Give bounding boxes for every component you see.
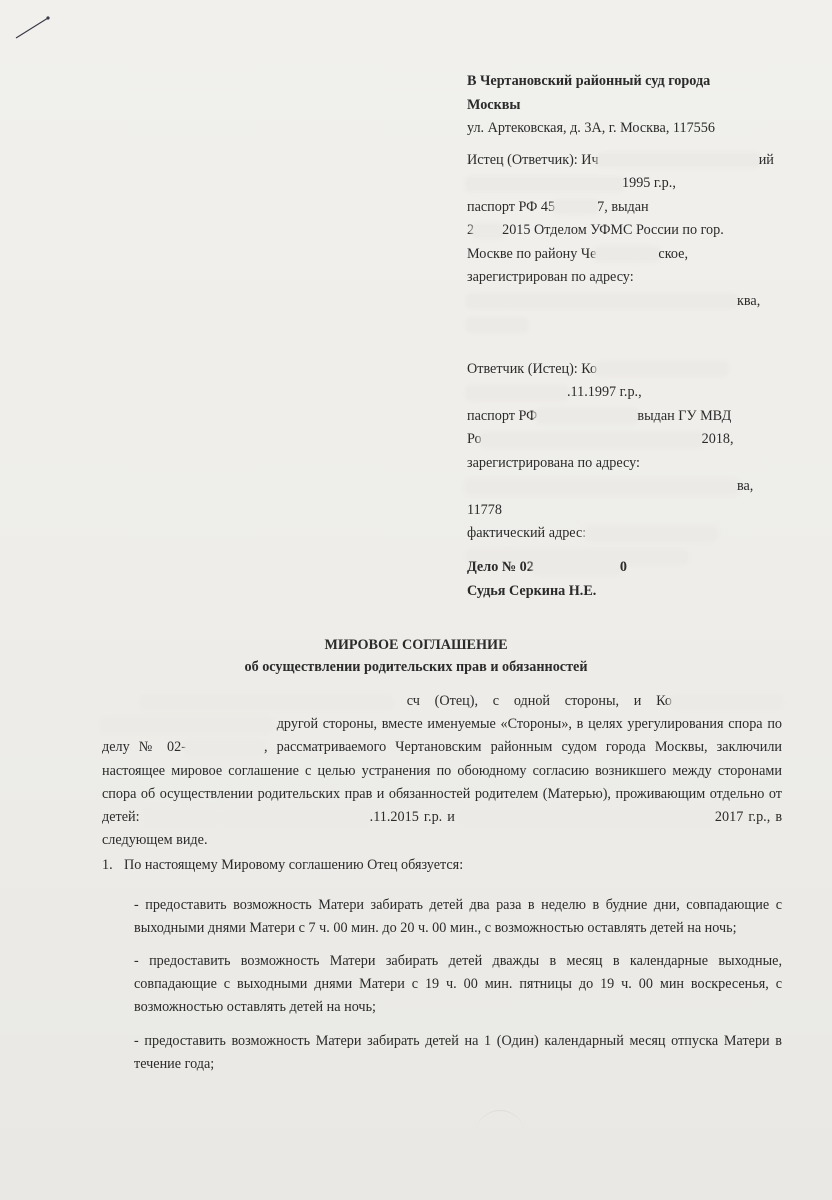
item-1: 1. По настоящему Мировому соглашению Отец обязуется: [102, 857, 464, 874]
redaction [555, 201, 597, 213]
redaction [220, 812, 370, 824]
header-addresses [467, 70, 787, 569]
redaction [142, 696, 392, 708]
defendant-line8: фактический адрес: [467, 522, 787, 546]
bullet-vacation: - предоставить возможность Матери забирать детей на 1 (Один) календарный месяц отпуска Матери в течение года; [134, 1032, 782, 1072]
plaintiff-line5: Москве по району Че ское, [467, 245, 689, 262]
document-title: МИРОВОЕ СОГЛАШЕНИЕ [324, 637, 508, 653]
plaintiff-line8 [467, 313, 787, 337]
defendant-line3: паспорт РФ выдан ГУ МВД [467, 407, 732, 424]
redaction [145, 812, 215, 824]
plaintiff-line7: ква, [467, 290, 787, 314]
plaintiff-line6: зарегистрирован по адресу: [467, 269, 634, 285]
paper-fold-shadow [475, 1110, 525, 1161]
redaction [467, 178, 622, 190]
document-body [102, 690, 782, 1076]
plaintiff-line2: 1995 г.р., [467, 172, 787, 196]
redaction [474, 225, 502, 237]
redaction [586, 528, 716, 540]
redaction [596, 248, 658, 260]
redaction [482, 434, 702, 446]
court-name-line1: В Чертановский районный суд города [467, 73, 711, 89]
court-name-line2: Москвы [467, 96, 521, 113]
defendant-line5: зарегистрирована по адресу: [467, 454, 640, 471]
case-info [467, 556, 787, 603]
plaintiff-line3: паспорт РФ 45 7, выдан [467, 198, 649, 215]
court-address: ул. Артековская, д. 3А, г. Москва, 117556 [467, 120, 715, 136]
intro-paragraph: сч (Отец), с одной стороны, и Ко другой стороны, вместе именуемые «Стороны», в целях урегулирования спора по делу № 02- , рассматриваемого Чертановским районным судом города Москвы, заключили настоящее мировое соглашение с целью устранения по обоюдному согласию возникшего между сторонами спора об осуществлении родительских прав и обязанностей родителем (Матерью), проживающим отдельно от детей: .11.2015 г.р. и 2017 г.р., в следующем виде. [102, 693, 783, 849]
redaction [102, 719, 272, 731]
redaction [672, 696, 782, 708]
case-number: Дело № 02 0 [467, 559, 627, 575]
redaction [460, 812, 715, 824]
bullet-weekends: - предоставить возможность Матери забирать детей дважды в месяц в календарные выходные, совпадающие с выходными днями Матери с 19 ч. 00 мин. пятницы до 19 ч. 00 мин воскресенья, с возможностью оставлять детей на ночь; [134, 953, 782, 1016]
defendant-line6: ва, [467, 475, 787, 499]
redaction [467, 319, 527, 331]
redaction [467, 387, 567, 399]
redaction [467, 481, 737, 493]
judge-name: Судья Серкина Н.Е. [467, 582, 597, 599]
redaction [597, 363, 727, 375]
redaction [467, 295, 737, 307]
plaintiff-line1: Истец (Ответчик): Ич ий [467, 151, 774, 168]
redaction [186, 742, 264, 754]
redaction [599, 154, 759, 166]
defendant-line2: .11.1997 г.р., [467, 381, 787, 405]
document-subtitle: об осуществлении родительских прав и обязанностей [244, 659, 588, 675]
defendant-line7: 11778 [467, 501, 502, 518]
pen-mark-icon [14, 12, 54, 42]
defendant-line4: Ро 2018, [467, 431, 734, 447]
defendant-line1: Ответчик (Истец): Ко [467, 358, 787, 382]
plaintiff-line4: 2 2015 Отделом УФМС России по гор. [467, 222, 724, 238]
bullet-weekdays: - предоставить возможность Матери забирать детей два раза в неделю в будние дни, совпадающие с выходными днями Матери с 7 ч. 00 мин. до 20 ч. 00 мин., с возможностью оставлять детей на ночь; [134, 896, 782, 936]
redaction [534, 562, 620, 574]
redaction [537, 410, 637, 422]
